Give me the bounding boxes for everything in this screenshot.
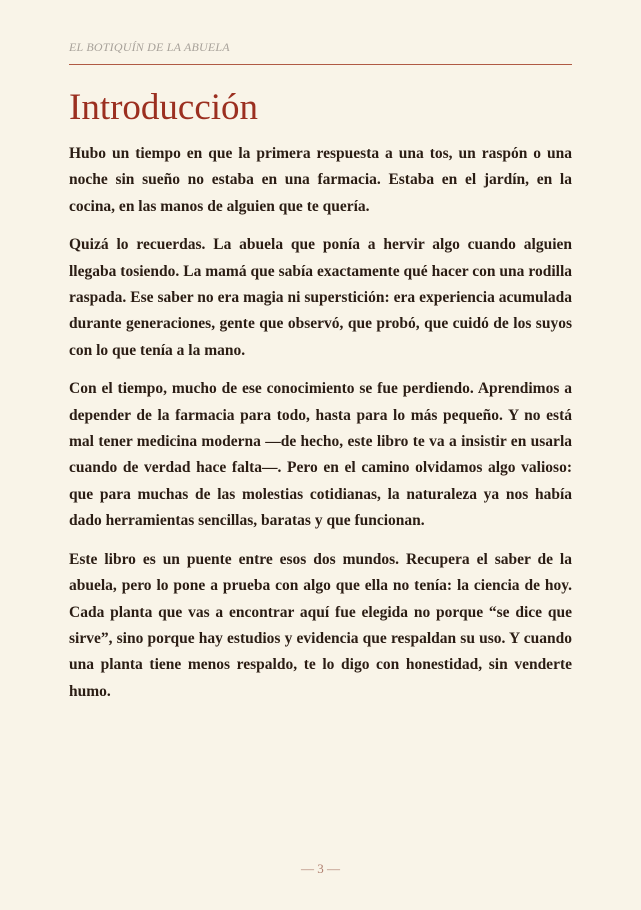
running-header: EL BOTIQUÍN DE LA ABUELA (69, 40, 230, 54)
paragraph-2: Quizá lo recuerdas. La abuela que ponía a hervir algo cuando alguien llegaba tosiendo. La mamá que sabía exactamente qué hacer con una rodilla raspada. Ese saber no era magia ni superstición: era experiencia acumulada durante generaciones, gente que observó, que probó, que cuidó de los suyos con lo que tenía a la mano. (69, 236, 572, 359)
chapter-title: Introducción (69, 87, 259, 128)
book-page (69, 0, 572, 910)
body-text (69, 141, 572, 717)
header-divider (69, 64, 572, 65)
page-number: — 3 — (301, 861, 340, 876)
paragraph-4: Este libro es un puente entre esos dos mundos. Recupera el saber de la abuela, pero lo pone a prueba con algo que ella no tenía: la ciencia de hoy. Cada planta que vas a encontrar aquí fue elegida no porque “se dice que sirve”, sino porque hay estudios y evidencia que respaldan su uso. Y cuando una planta tiene menos respaldo, te lo digo con honestidad, sin venderte humo. (69, 550, 572, 700)
paragraph-1: Hubo un tiempo en que la primera respuesta a una tos, un raspón o una noche sin sueño no estaba en una farmacia. Estaba en el jardín, en la cocina, en las manos de alguien que te quería. (69, 145, 572, 215)
paragraph-3: Con el tiempo, mucho de ese conocimiento se fue perdiendo. Aprendimos a depender de la farmacia para todo, hasta para lo más pequeño. Y no está mal tener medicina moderna —de hecho, este libro te va a insistir en usarla cuando de verdad hace falta—. Pero en el camino olvidamos algo valioso: que para muchas de las molestias cotidianas, la naturaleza ya nos había dado herramientas sencillas, baratas y que funcionan. (69, 380, 572, 530)
